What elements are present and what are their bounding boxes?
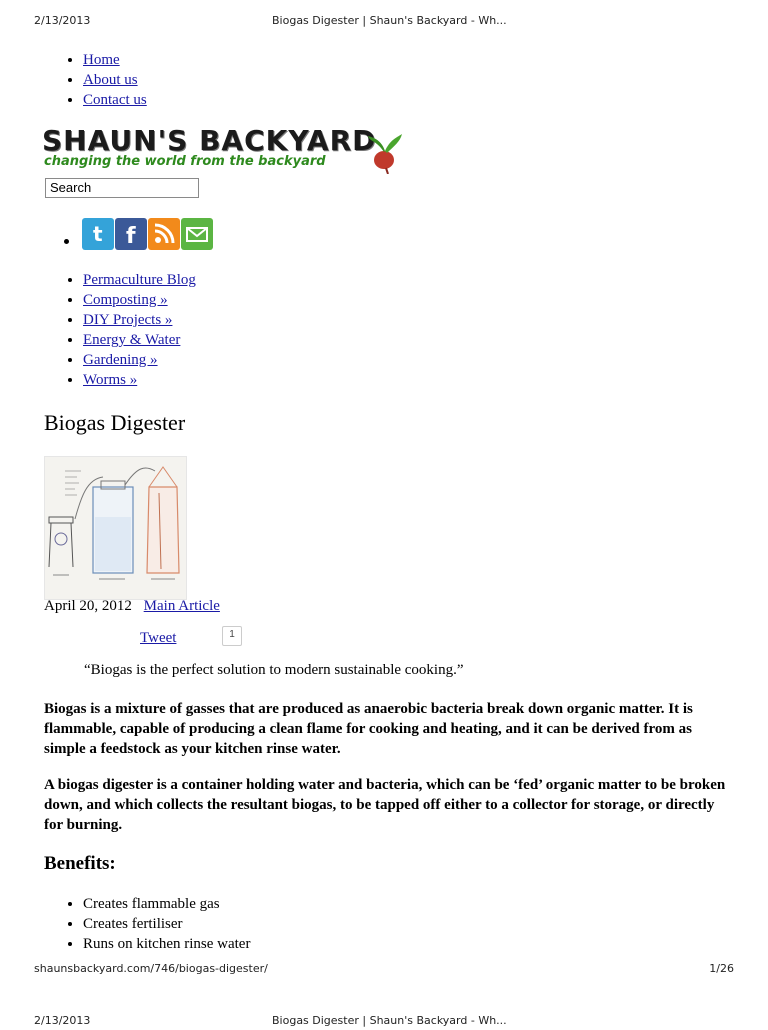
next-page-header [34, 1014, 734, 1030]
category-item [83, 270, 196, 290]
post-thumbnail-image[interactable] [44, 456, 187, 600]
print-date: 2/13/2013 [34, 1014, 91, 1027]
nav-link-about[interactable]: About us [83, 72, 138, 88]
category-item [83, 310, 196, 330]
svg-text:t: t [93, 222, 103, 246]
category-nav [44, 270, 196, 390]
top-nav [44, 50, 147, 110]
category-item [83, 290, 196, 310]
print-url: shaunsbackyard.com/746/biogas-digester/ [34, 962, 268, 975]
benefits-list-item: • Runs on kitchen rinse water [83, 934, 250, 954]
print-header [34, 14, 734, 30]
logo-tagline: changing the world from the backyard [44, 154, 326, 169]
print-page-title: Biogas Digester | Shaun's Backyard - Wh... [272, 14, 507, 27]
category-link-composting[interactable]: Composting » [83, 292, 168, 308]
category-link-energy-water[interactable]: Energy & Water [83, 332, 181, 348]
post-title: Biogas Digester [44, 410, 186, 435]
print-footer [34, 962, 734, 978]
category-item [83, 370, 196, 390]
benefits-list-item: • Creates flammable gas [83, 894, 250, 914]
category-link-diy-projects[interactable]: DIY Projects » [83, 312, 173, 328]
post-meta [44, 598, 220, 615]
benefits-heading: Benefits: [44, 853, 116, 874]
site-logo[interactable] [40, 124, 406, 176]
post-paragraph: A biogas digester is a container holding water and bacteria, which can be ‘fed’ organic matter to be broken down, and which collects the resultant biogas, to be tapped off either to a collector for storage, or directly for burning. [44, 777, 726, 833]
radish-icon [366, 134, 404, 174]
nav-item-about [83, 70, 147, 90]
category-item [83, 330, 196, 350]
post-date: April 20, 2012 [44, 598, 132, 614]
print-date: 2/13/2013 [34, 14, 91, 27]
nav-item-home [83, 50, 147, 70]
category-link-permaculture-blog[interactable]: Permaculture Blog [83, 272, 196, 288]
facebook-icon[interactable] [115, 218, 147, 250]
post-category-link[interactable]: Main Article [143, 598, 220, 614]
category-link-worms[interactable]: Worms » [83, 372, 138, 388]
rss-icon[interactable] [148, 218, 180, 250]
twitter-icon[interactable] [82, 218, 114, 250]
social-list-bullet [64, 239, 69, 244]
logo-title: SHAUN'S BACKYARD [42, 124, 377, 157]
nav-item-contact [83, 90, 147, 110]
search-input[interactable]: Search [45, 178, 199, 198]
category-link-gardening[interactable]: Gardening » [83, 352, 158, 368]
post-paragraph: Biogas is a mixture of gasses that are produced as anaerobic bacteria break down organic matter. It is flammable, capable of producing a clean flame for cooking and heating, and it can be derived from as simple a feedstock as your kitchen rinse water. [44, 701, 693, 757]
category-item [83, 350, 196, 370]
social-links [82, 218, 214, 250]
print-page-number: 1/26 [709, 962, 734, 975]
benefits-list [44, 894, 250, 954]
post-quote: “Biogas is the perfect solution to modern sustainable cooking.” [84, 662, 464, 678]
tweet-button[interactable]: Tweet [140, 630, 177, 646]
tweet-count-badge: 1 [222, 626, 242, 646]
svg-text:f: f [126, 224, 136, 249]
print-page-title: Biogas Digester | Shaun's Backyard - Wh... [272, 1014, 507, 1027]
nav-link-contact[interactable]: Contact us [83, 92, 147, 108]
email-icon[interactable] [181, 218, 213, 250]
benefits-list-item: • Creates fertiliser [83, 914, 250, 934]
nav-link-home[interactable]: Home [83, 52, 120, 68]
